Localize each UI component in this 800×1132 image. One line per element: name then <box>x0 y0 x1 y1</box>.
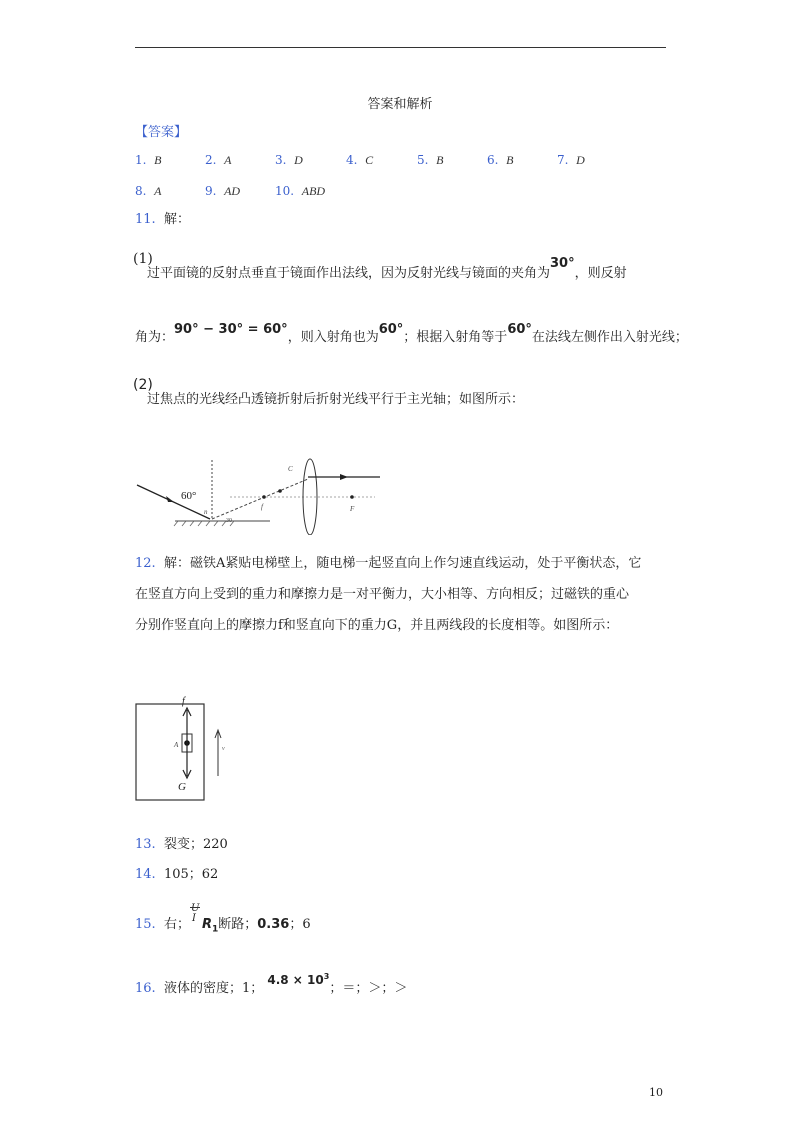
answers-row-2 <box>135 184 535 200</box>
angle-equation: 90° − 30° = 60° <box>174 322 288 337</box>
answer-item: 9. AD <box>205 184 241 198</box>
q15: 15. 右； U I $R_1$断路；0.36；6 <box>135 903 311 935</box>
answer-item: 1. B <box>135 153 162 167</box>
q13: 13. 裂变；220 <box>135 837 228 852</box>
answer-item: 4. C <box>346 153 374 167</box>
v-label: v <box>222 746 225 752</box>
reflected-ray <box>212 479 308 519</box>
incident-arrow-icon <box>166 496 174 502</box>
q11-heading: 11. 解： <box>135 212 190 227</box>
elevator-box <box>136 704 204 800</box>
q11-part1-line2: 角为：90° − 30° = 60°，则入射角也为60°；根据入射角等于60°在法线左侧作出入射光线； <box>135 322 688 345</box>
refracted-arrow-icon <box>340 474 348 480</box>
angle-60-b: 60° <box>507 322 532 337</box>
f-force-label: f <box>182 696 185 707</box>
scientific-number: $4.8 \times 10^3$ <box>267 972 330 987</box>
n-label: n <box>204 508 208 516</box>
q14: 14. 105；62 <box>135 867 219 882</box>
answer-label: 【答案】 <box>135 125 188 140</box>
q11-part2-text: 过焦点的光线经凸透镜折射后折射光线平行于主光轴；如图所示： <box>147 392 525 407</box>
small-angle-label: 30 <box>226 518 232 524</box>
answer-item: 10. ABD <box>275 184 326 198</box>
q12-line3: 分别作竖直向上的摩擦力f和竖直向下的重力G，并且两线段的长度相等。如图所示： <box>135 618 619 633</box>
answer-item: 7. D <box>557 153 585 167</box>
angle-label: 60° <box>181 490 197 502</box>
f-left-label: f <box>261 503 263 511</box>
page-title: 答案和解析 <box>367 97 433 112</box>
q11-part1-marker: (1) <box>133 251 153 267</box>
q12-force-figure <box>130 690 240 805</box>
q11-part2-marker: (2) <box>133 377 153 393</box>
answers-row-1 <box>135 153 695 169</box>
g-force-label: G <box>178 781 186 793</box>
q12-line2: 在竖直方向上受到的重力和摩擦力是一对平衡力，大小相等、方向相反；过磁铁的重心 <box>135 587 630 602</box>
q12-line1: 12. 解：磁铁A紧贴电梯壁上，随电梯一起竖直向上作匀速直线运动，处于平衡状态，它 <box>135 556 642 571</box>
header-rule <box>135 47 666 48</box>
f-right-label: F <box>350 505 355 513</box>
ray-point <box>278 489 282 493</box>
focal-point-right <box>350 495 354 499</box>
mirror-hatching <box>174 521 234 526</box>
q16: 16. 液体的密度；1； $4.8 \times 10^3$；＝；＞；＞ <box>135 972 408 996</box>
angle-30: 30° <box>550 256 575 271</box>
magnet-label: A <box>174 741 179 749</box>
answer-item: 3. D <box>275 153 303 167</box>
answer-item: 8. A <box>135 184 162 198</box>
q11-part1-line1: 过平面镜的反射点垂直于镜面作出法线，因为反射光线与镜面的夹角为30°，则反射 <box>147 256 627 281</box>
answer-item: 2. A <box>205 153 232 167</box>
q11-optics-figure <box>130 455 390 535</box>
u-over-i-fraction: U I <box>190 903 200 924</box>
angle-60: 60° <box>378 322 404 337</box>
focal-point-left <box>262 495 266 499</box>
c-label: C <box>288 465 293 473</box>
answer-item: 5. B <box>417 153 444 167</box>
page-number: 10 <box>649 1086 663 1099</box>
answer-item: 6. B <box>487 153 514 167</box>
